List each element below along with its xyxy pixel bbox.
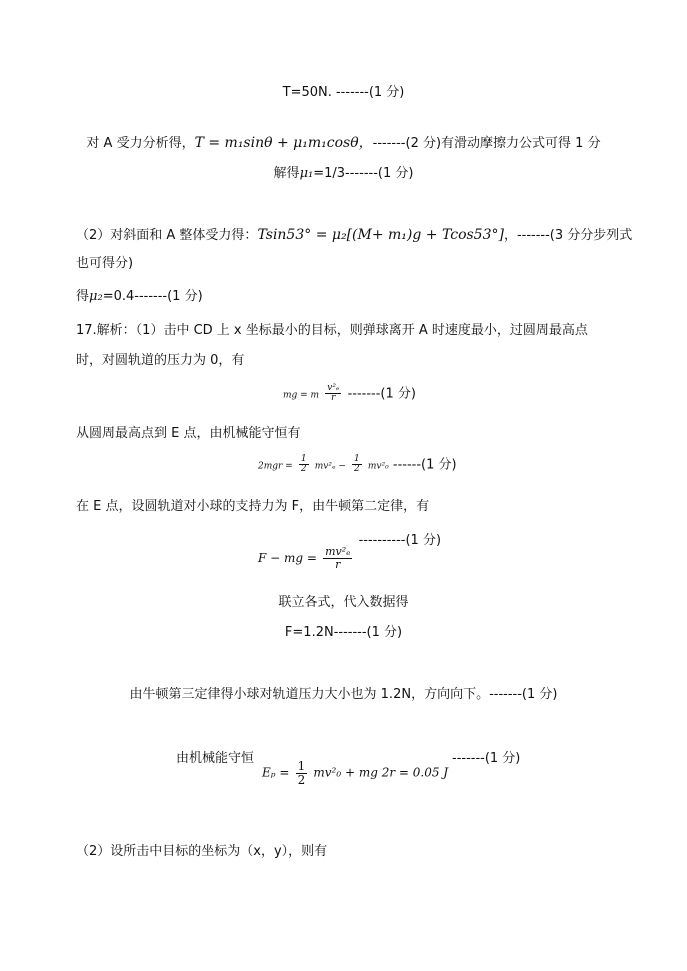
eq4-fraction [296, 760, 308, 786]
problem17-condition: 时，对圆轨道的压力为 0，有 [76, 353, 245, 368]
eq4-score-line [452, 750, 520, 768]
energy-conservation-text: 从圆周最高点到 E 点，由机械能守恒有 [76, 426, 301, 441]
eq1-numerator: v²ₑ [327, 383, 340, 393]
whole-system-line [76, 226, 632, 245]
tension-result-text: T=50N. -------(1 分) [282, 85, 405, 100]
eq4-rhs: mv²₀ + mg 2r = 0.05 J [313, 765, 449, 780]
force-result-line [0, 624, 687, 642]
eq2-term-1: mv²ₑ − [314, 461, 346, 472]
eq2-f1-numerator: 1 [300, 454, 307, 464]
eq2-fraction-2 [352, 455, 362, 475]
problem17-intro-line [76, 322, 588, 340]
equation-potential-energy [262, 760, 448, 786]
eq3-score: ----------(1 分) [358, 533, 442, 548]
equation-support-force [258, 533, 441, 571]
step-score-note: 也可得分) [76, 256, 134, 271]
mu1-result-value: =1/3-------(1 分) [313, 166, 414, 181]
eq2-term-2: mv²₀ [367, 461, 389, 472]
newton-second-law-text: 在 E 点，设圆轨道对小球的支持力为 F，由牛顿第二定律，有 [76, 499, 430, 514]
tension-result-line [0, 84, 687, 102]
step-score-note-line [76, 255, 133, 273]
eq4-score: -------(1 分) [452, 751, 521, 766]
mu1-result-intro: 解得 [273, 166, 300, 181]
whole-system-score: ，-------(3 分分步列式 [503, 228, 633, 243]
problem17-intro: 17.解析：（1）击中 CD 上 x 坐标最小的目标，则弹球离开 A 时速度最小，过圆周最高点 [76, 323, 588, 338]
newton-third-law-text: 由牛顿第三定律得小球对轨道压力大小也为 1.2N，方向向下。-------(1 分) [129, 687, 558, 702]
force-analysis-a-score: -------(2 分)有滑动摩擦力公式可得 1 分 [372, 136, 601, 151]
force-analysis-a-equation: T = m₁sinθ + μ₁m₁cosθ， [194, 135, 373, 151]
eq2-lhs: 2mgr = [258, 461, 293, 472]
eq1-fraction [325, 384, 341, 404]
eq4-numerator: 1 [297, 759, 306, 773]
eq4-lhs: Eₚ = [262, 765, 290, 780]
eq3-numerator: mv²ₑ [325, 545, 351, 559]
eq3-fraction [323, 546, 352, 570]
eq2-f2-numerator: 1 [354, 454, 360, 464]
mu2-result-intro: 得 [76, 289, 90, 304]
whole-system-equation: Tsin53° = μ₂[(M+ m₁)g + Tcos53°] [257, 227, 504, 243]
energy-conservation-2-text-line [176, 750, 254, 768]
energy-conservation-line [76, 425, 300, 443]
eq2-score: ------(1 分) [392, 457, 457, 473]
force-result-text: F=1.2N-------(1 分) [284, 625, 403, 640]
eq4-denominator: 2 [297, 772, 306, 787]
eq2-f2-denominator: 2 [354, 464, 360, 475]
newton-third-law-line [0, 686, 687, 704]
mu1-result-line [0, 165, 687, 183]
part2-intro-text: （2）设所击中目标的坐标为（x，y），则有 [76, 844, 328, 859]
force-analysis-a-line [0, 134, 687, 153]
problem17-condition-line [76, 352, 244, 370]
eq3-lhs: F − mg = [258, 551, 317, 565]
mu1-symbol: μ₁ [299, 166, 314, 181]
mu2-result-value: =0.4-------(1 分) [102, 289, 203, 304]
eq1-denominator: r [331, 393, 336, 404]
eq1-lhs: mg = m [283, 390, 320, 401]
whole-system-intro: （2）对斜面和 A 整体受力得： [76, 228, 258, 243]
equation-energy [258, 455, 457, 475]
eq1-score: -------(1 分) [347, 386, 416, 402]
eq2-f1-denominator: 2 [300, 464, 307, 475]
mu2-result-line [76, 288, 203, 306]
mu2-symbol: μ₂ [89, 289, 103, 304]
energy-conservation-2-text: 由机械能守恒 [176, 751, 255, 766]
combine-equations-text: 联立各式，代入数据得 [278, 595, 409, 610]
eq2-fraction-1 [299, 455, 309, 475]
force-analysis-a-intro: 对 A 受力分析得， [86, 136, 195, 151]
equation-top-point [283, 384, 416, 404]
combine-equations-line [0, 594, 687, 612]
eq3-denominator: r [335, 558, 341, 571]
part2-intro-line [76, 843, 327, 861]
newton-second-law-line [76, 498, 429, 516]
